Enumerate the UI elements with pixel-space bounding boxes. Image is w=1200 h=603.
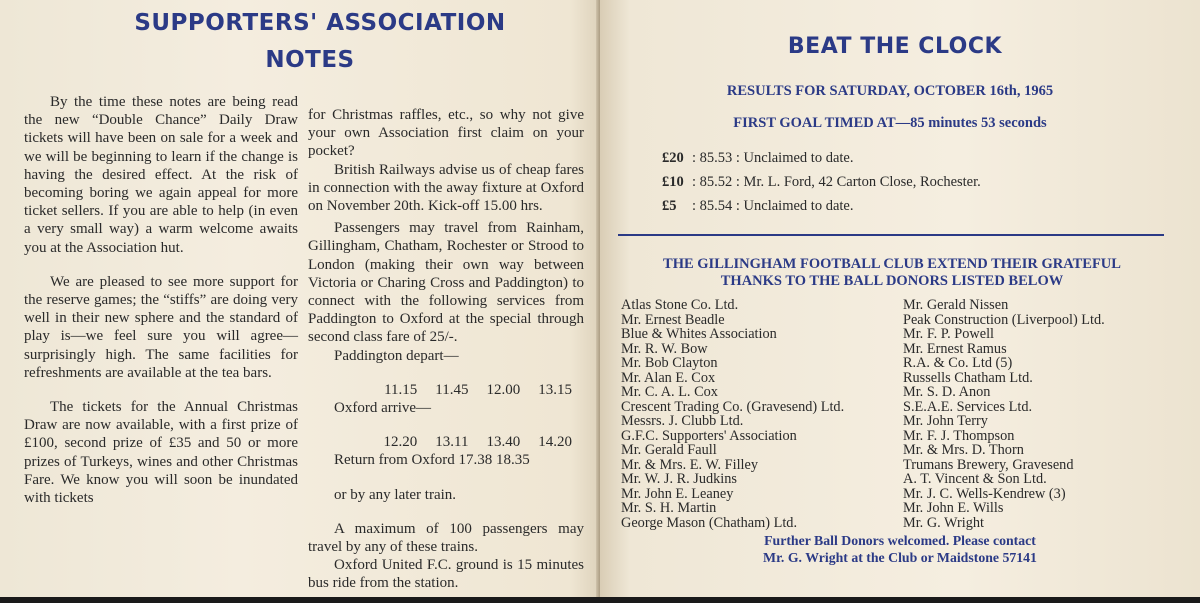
first-goal-time: FIRST GOAL TIMED AT—85 minutes 53 seconds: [733, 115, 1047, 131]
time-cell: 14.20: [538, 434, 572, 451]
list-item: Messrs. J. Clubb Ltd.: [621, 413, 744, 429]
thanks-heading: [618, 256, 1166, 290]
list-item: George Mason (Chatham) Ltd.: [621, 514, 798, 531]
list-item: Russells Chatham Ltd.: [903, 369, 1033, 386]
beat-the-clock-title: BEAT THE CLOCK: [787, 34, 1003, 59]
prize-result: : 85.54 : Unclaimed to date.: [692, 198, 854, 214]
list-item: Mr. J. C. Wells-Kendrew (3): [903, 485, 1066, 502]
list-item: G.F.C. Supporters' Association: [621, 427, 797, 444]
list-item: S.E.A.E. Services Ltd.: [903, 398, 1033, 415]
results-heading: RESULTS FOR SATURDAY, OCTOBER 16th, 1965: [726, 83, 1054, 99]
list-item: Mr. John Terry: [903, 413, 988, 429]
left-page: [0, 0, 600, 597]
list-item: Mr. John E. Wills: [903, 500, 1004, 516]
notes-column-right: [308, 106, 584, 593]
list-item: Mr. Ernest Ramus: [903, 340, 1007, 357]
list-item: Mr. Gerald Nissen: [903, 297, 1009, 313]
list-item: Mr. G. Wright: [903, 514, 984, 531]
prize-amount: £5: [662, 198, 677, 214]
list-item: Blue & Whites Association: [621, 326, 777, 342]
ground-paragraph: Oxford United F.C. ground is 15 minutes bus ride from the station.: [308, 557, 584, 592]
donor-list-left: [621, 298, 891, 530]
daily-draw-paragraph: By the time these notes are being read the new “Double Chance” Daily Draw tickets will have been on sale for a week and we will be beginning to learn if the change is having the desired effect. At the risk of becoming boring we again appeal for more ticket sellers. If you are able to help (in even a very small way) a warm welcome awaits you at the Association hut.: [24, 94, 298, 256]
later-train-line: or by any later train.: [334, 486, 457, 503]
return-line: Return from Oxford 17.38 18.35: [334, 452, 530, 469]
thanks-line: THE GILLINGHAM FOOTBALL CLUB EXTEND THEIR GRATEFUL: [663, 256, 1121, 272]
notes-column-left: [24, 93, 298, 507]
list-item: Mr. & Mrs. E. W. Filley: [621, 456, 759, 473]
raffles-paragraph: for Christmas raffles, etc., so why not give your own Association first claim on your pocket?: [308, 107, 584, 160]
reserve-games-paragraph: We are pleased to see more support for the reserve games; the “stiffs” are doing very well in their new sphere and the standard of play is—we feel sure you will agree—surprisingly high. The same facilities for refreshments are available at the tea bars.: [24, 273, 298, 381]
prize-row: [662, 198, 853, 215]
list-item: Peak Construction (Liverpool) Ltd.: [903, 311, 1105, 328]
list-item: Mr. Gerald Faull: [621, 442, 717, 458]
list-item: Atlas Stone Co. Ltd.: [621, 297, 739, 313]
prize-result: : 85.52 : Mr. L. Ford, 42 Carton Close, Rochester.: [692, 174, 981, 190]
time-cell: 13.11: [435, 434, 469, 451]
list-item: Mr. F. J. Thompson: [903, 427, 1015, 444]
list-item: A. T. Vincent & Son Ltd.: [903, 471, 1047, 487]
time-cell: 12.00: [486, 381, 521, 398]
oxford-times: [308, 433, 584, 451]
further-line: Further Ball Donors welcomed. Please contact: [764, 533, 1036, 548]
notes-title: NOTES: [265, 47, 355, 73]
time-cell: 11.15: [384, 381, 418, 398]
prize-result: : 85.53 : Unclaimed to date.: [692, 150, 854, 166]
paddington-times: [308, 381, 584, 399]
passengers-paragraph: Passengers may travel from Rainham, Gillingham, Chatham, Rochester or Strood to London (making their own way between Victoria or Charing Cross and Paddington) to connect with the following services from Paddington to Oxford at the special through second class fare of 25/-.: [308, 220, 584, 346]
list-item: Mr. R. W. Bow: [621, 340, 708, 357]
oxford-arrive-label: Oxford arrive—: [334, 400, 432, 417]
prize-row: [662, 174, 981, 191]
list-item: Mr. C. A. L. Cox: [621, 384, 718, 400]
time-cell: 12.20: [383, 434, 418, 451]
list-item: Mr. John E. Leaney: [621, 485, 734, 502]
donor-list-right: [903, 298, 1173, 530]
thanks-line: THANKS TO THE BALL DONORS LISTED BELOW: [720, 273, 1064, 289]
time-cell: 13.40: [486, 434, 521, 451]
list-item: Mr. S. D. Anon: [903, 384, 991, 400]
list-item: Mr. F. P. Powell: [903, 326, 995, 342]
prize-amount: £10: [662, 174, 684, 190]
time-cell: 13.15: [538, 381, 572, 398]
list-item: Mr. W. J. R. Judkins: [621, 471, 737, 487]
prize-amount: £20: [662, 150, 684, 166]
list-item: Mr. S. H. Martin: [621, 500, 717, 516]
list-item: Trumans Brewery, Gravesend: [903, 456, 1074, 473]
paddington-depart-label: Paddington depart—: [334, 347, 459, 364]
list-item: Crescent Trading Co. (Gravesend) Ltd.: [621, 398, 845, 415]
further-donors-note: [680, 532, 1120, 566]
maximum-passengers-paragraph: A maximum of 100 passengers may travel by any of these trains.: [308, 520, 584, 556]
list-item: Mr. Alan E. Cox: [621, 369, 716, 386]
christmas-draw-paragraph: The tickets for the Annual Christmas Draw are now available, with a first prize of £100, second prize of £35 and 50 or more prizes of Turkeys, wines and other Christmas Fare. We know you will soon be inundated with tickets: [24, 399, 298, 507]
list-item: R.A. & Co. Ltd (5): [903, 355, 1013, 371]
railways-paragraph: British Railways advise us of cheap fares in connection with the away fixture at Oxford on November 20th. Kick-off 15.00 hrs.: [308, 161, 584, 215]
list-item: Mr. Ernest Beadle: [621, 311, 725, 328]
contact-line: Mr. G. Wright at the Club or Maidstone 57141: [763, 550, 1037, 565]
list-item: Mr. Bob Clayton: [621, 355, 718, 371]
time-cell: 11.45: [435, 381, 469, 398]
supporters-title: SUPPORTERS' ASSOCIATION: [134, 10, 506, 36]
list-item: Mr. & Mrs. D. Thorn: [903, 442, 1024, 458]
prize-row: [662, 150, 853, 167]
section-divider: [618, 234, 1164, 236]
